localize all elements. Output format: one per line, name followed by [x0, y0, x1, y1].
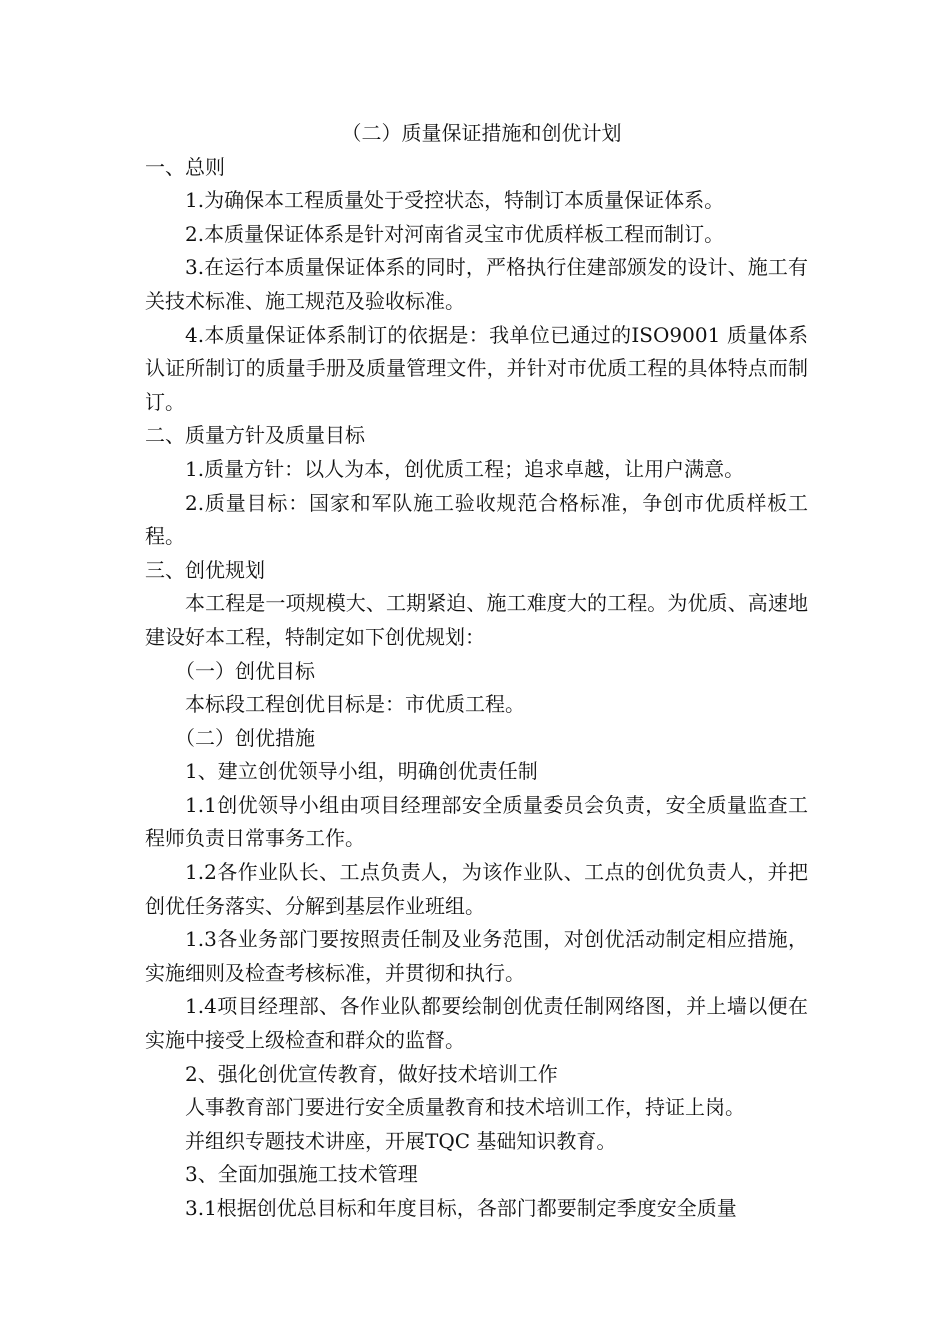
paragraph: （一）创优目标	[175, 658, 315, 683]
paragraph: 人事教育部门要进行安全质量教育和技术培训工作，持证上岗。	[185, 1095, 745, 1120]
paragraph: 1.3各业务部门要按照责任制及业务范围，对创优活动制定相应措施，实施细则及检查考核标准，并贯彻和执行。	[145, 927, 808, 985]
paragraph: 3.1根据创优总目标和年度目标，各部门都要制定季度安全质量	[185, 1196, 737, 1220]
paragraph: 2.质量目标：国家和军队施工验收规范合格标准，争创市优质样板工程。	[145, 490, 808, 549]
paragraph: 1.2各作业队长、工点负责人，为该作业队、工点的创优负责人，并把创优任务落实、分解到基层作业班组。	[145, 860, 808, 918]
section-heading: 一、总则	[145, 154, 225, 179]
paragraph: 1.质量方针：以人为本，创优质工程；追求卓越，让用户满意。	[185, 456, 745, 481]
paragraph: 本标段工程创优目标是：市优质工程。	[185, 692, 525, 717]
document-title: （二）质量保证措施和创优计划	[341, 121, 622, 145]
section-heading: 二、质量方针及质量目标	[145, 423, 365, 448]
paragraph: 1.4项目经理部、各作业队都要绘制创优责任制网络图，并上墙以便在实施中接受上级检查和群众的监督。	[145, 994, 808, 1053]
document-page	[145, 117, 808, 1226]
paragraph: 2、强化创优宣传教育，做好技术培训工作	[185, 1061, 558, 1086]
paragraph: （二）创优措施	[175, 725, 315, 750]
paragraph: 并组织专题技术讲座，开展TQC 基础知识教育。	[185, 1128, 617, 1153]
section-heading: 三、创优规划	[145, 557, 265, 582]
paragraph: 3、全面加强施工技术管理	[185, 1162, 418, 1187]
paragraph: 本工程是一项规模大、工期紧迫、施工难度大的工程。为优质、高速地建设好本工程，特制定如下创优规划：	[145, 591, 808, 649]
paragraph: 1.1创优领导小组由项目经理部安全质量委员会负责，安全质量监查工程师负责日常事务工作。	[145, 792, 808, 851]
paragraph: 1、建立创优领导小组，明确创优责任制	[185, 759, 538, 784]
paragraph: 4.本质量保证体系制订的依据是：我单位已通过的ISO9001 质量体系认证所制订的质量手册及质量管理文件，并针对市优质工程的具体特点而制订。	[145, 322, 808, 414]
paragraph: 3.在运行本质量保证体系的同时，严格执行住建部颁发的设计、施工有关技术标准、施工规范及验收标准。	[145, 255, 808, 313]
paragraph: 1.为确保本工程质量处于受控状态，特制订本质量保证体系。	[185, 188, 725, 213]
document-body	[145, 151, 808, 1226]
paragraph: 2.本质量保证体系是针对河南省灵宝市优质样板工程而制订。	[185, 221, 725, 246]
